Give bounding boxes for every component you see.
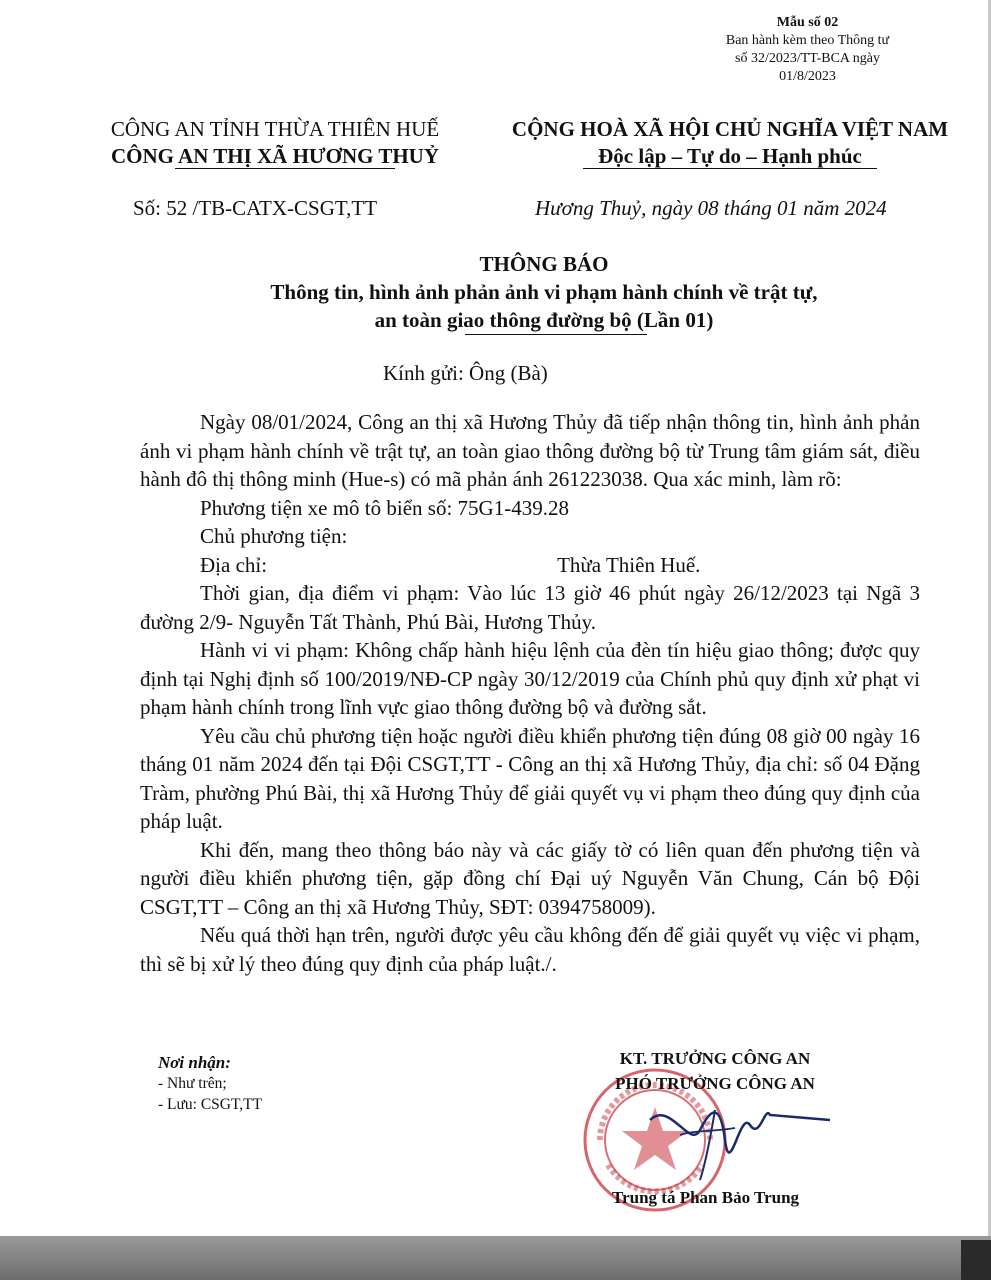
owner-address — [140, 551, 920, 580]
greeting: Kính gửi: Ông (Bà) — [383, 361, 548, 385]
national-title: CỘNG HOÀ XÃ HỘI CHỦ NGHĨA VIỆT NAM — [511, 117, 949, 141]
warning-paragraph: Nếu quá thời hạn trên, người được yêu cầu không đến để giải quyết vụ việc vi phạm, thì sẽ bị xử lý theo đúng quy định của pháp luật./. — [140, 923, 920, 976]
background-corner — [961, 1240, 991, 1280]
background-strip — [0, 1236, 991, 1280]
documents-to-bring: Khi đến, mang theo thông báo này và các giấy tờ có liên quan đến phương tiện và người điều khiển phương tiện, gặp đồng chí Đại uý Nguyễn Văn Chung, Cán bộ Đội CSGT,TT – Công an thị xã Hương Thủy, SĐT: 0394758009). — [140, 837, 920, 919]
recipient-item: - Lưu: CSGT,TT — [158, 1096, 263, 1113]
signature-block — [585, 1046, 845, 1096]
title-underline — [465, 334, 647, 335]
recipient-item: - Như trên; — [158, 1075, 227, 1092]
national-motto: Độc lập – Tự do – Hạnh phúc — [598, 144, 862, 168]
document-subtitle-2: an toàn giao thông đường bộ (Lần 01) — [374, 308, 714, 332]
motto-underline — [583, 168, 877, 169]
document-title-block — [0, 250, 991, 334]
address-label: Địa chỉ: — [200, 552, 268, 577]
signer-title-1: KT. TRƯỞNG CÔNG AN — [619, 1049, 811, 1068]
form-issued-line3: 01/8/2023 — [779, 69, 836, 84]
signer-title-2: PHÓ TRƯỞNG CÔNG AN — [615, 1074, 815, 1093]
document-title: THÔNG BÁO — [479, 252, 609, 276]
form-issued-line2: số 32/2023/TT-BCA ngày — [735, 51, 880, 66]
violation-time-place: Thời gian, địa điểm vi phạm: Vào lúc 13 giờ 46 phút ngày 26/12/2023 tại Ngã 3 đường 2/9- Nguyễn Tất Thành, Phú Bài, Hương Thủy. — [140, 581, 920, 634]
form-issued-line1: Ban hành kèm theo Thông tư — [725, 33, 890, 48]
address-value: Thừa Thiên Huế. — [557, 552, 701, 577]
document-number: Số: 52 /TB-CATX-CSGT,TT — [133, 196, 378, 220]
form-identifier — [690, 14, 925, 86]
document-body — [140, 408, 920, 978]
recipients-heading: Nơi nhận: — [158, 1053, 231, 1072]
form-number: Mẫu số 02 — [776, 15, 839, 30]
recipients — [158, 1052, 262, 1115]
signer-name: Trung tá Phan Bảo Trung — [612, 1188, 800, 1207]
handwritten-signature — [640, 1080, 840, 1190]
violation-behavior: Hành vi vi phạm: Không chấp hành hiệu lệnh của đèn tín hiệu giao thông; được quy định tại Nghị định số 100/2019/NĐ-CP ngày 30/12/2019 của Chính phủ quy định xử phạt vi phạm hành chính trong lĩnh vực giao thông đường bộ và đường sắt. — [140, 638, 920, 719]
national-header — [470, 116, 990, 170]
intro-paragraph: Ngày 08/01/2024, Công an thị xã Hương Thủy đã tiếp nhận thông tin, hình ảnh phản ánh vi phạm hành chính về trật tự, an toàn giao thông đường bộ từ Trung tâm giám sát, điều hành đô thị thông minh (Hue-s) có mã phản ánh 261223038. Qua xác minh, làm rõ: — [140, 410, 920, 491]
place-date: Hương Thuỷ, ngày 08 tháng 01 năm 2024 — [535, 196, 887, 220]
appearance-request: Yêu cầu chủ phương tiện hoặc người điều khiển phương tiện đúng 08 giờ 00 ngày 16 tháng 01 năm 2024 đến tại Đội CSGT,TT - Công an thị xã Hương Thủy, địa chỉ: số 04 Đặng Tràm, phường Phú Bài, thị xã Hương Thủy để giải quyết vụ vi phạm theo đúng quy định của pháp luật. — [140, 723, 920, 833]
agency-underline — [175, 168, 395, 169]
issuing-agency — [60, 116, 490, 170]
vehicle-plate: Phương tiện xe mô tô biển số: 75G1-439.28 — [200, 495, 569, 520]
document-subtitle-1: Thông tin, hình ảnh phản ảnh vi phạm hành chính về trật tự, — [270, 280, 818, 304]
vehicle-owner: Chủ phương tiện: — [200, 524, 348, 548]
agency-parent: CÔNG AN TỈNH THỪA THIÊN HUẾ — [110, 117, 440, 141]
agency-name: CÔNG AN THỊ XÃ HƯƠNG THUỶ — [110, 144, 440, 168]
